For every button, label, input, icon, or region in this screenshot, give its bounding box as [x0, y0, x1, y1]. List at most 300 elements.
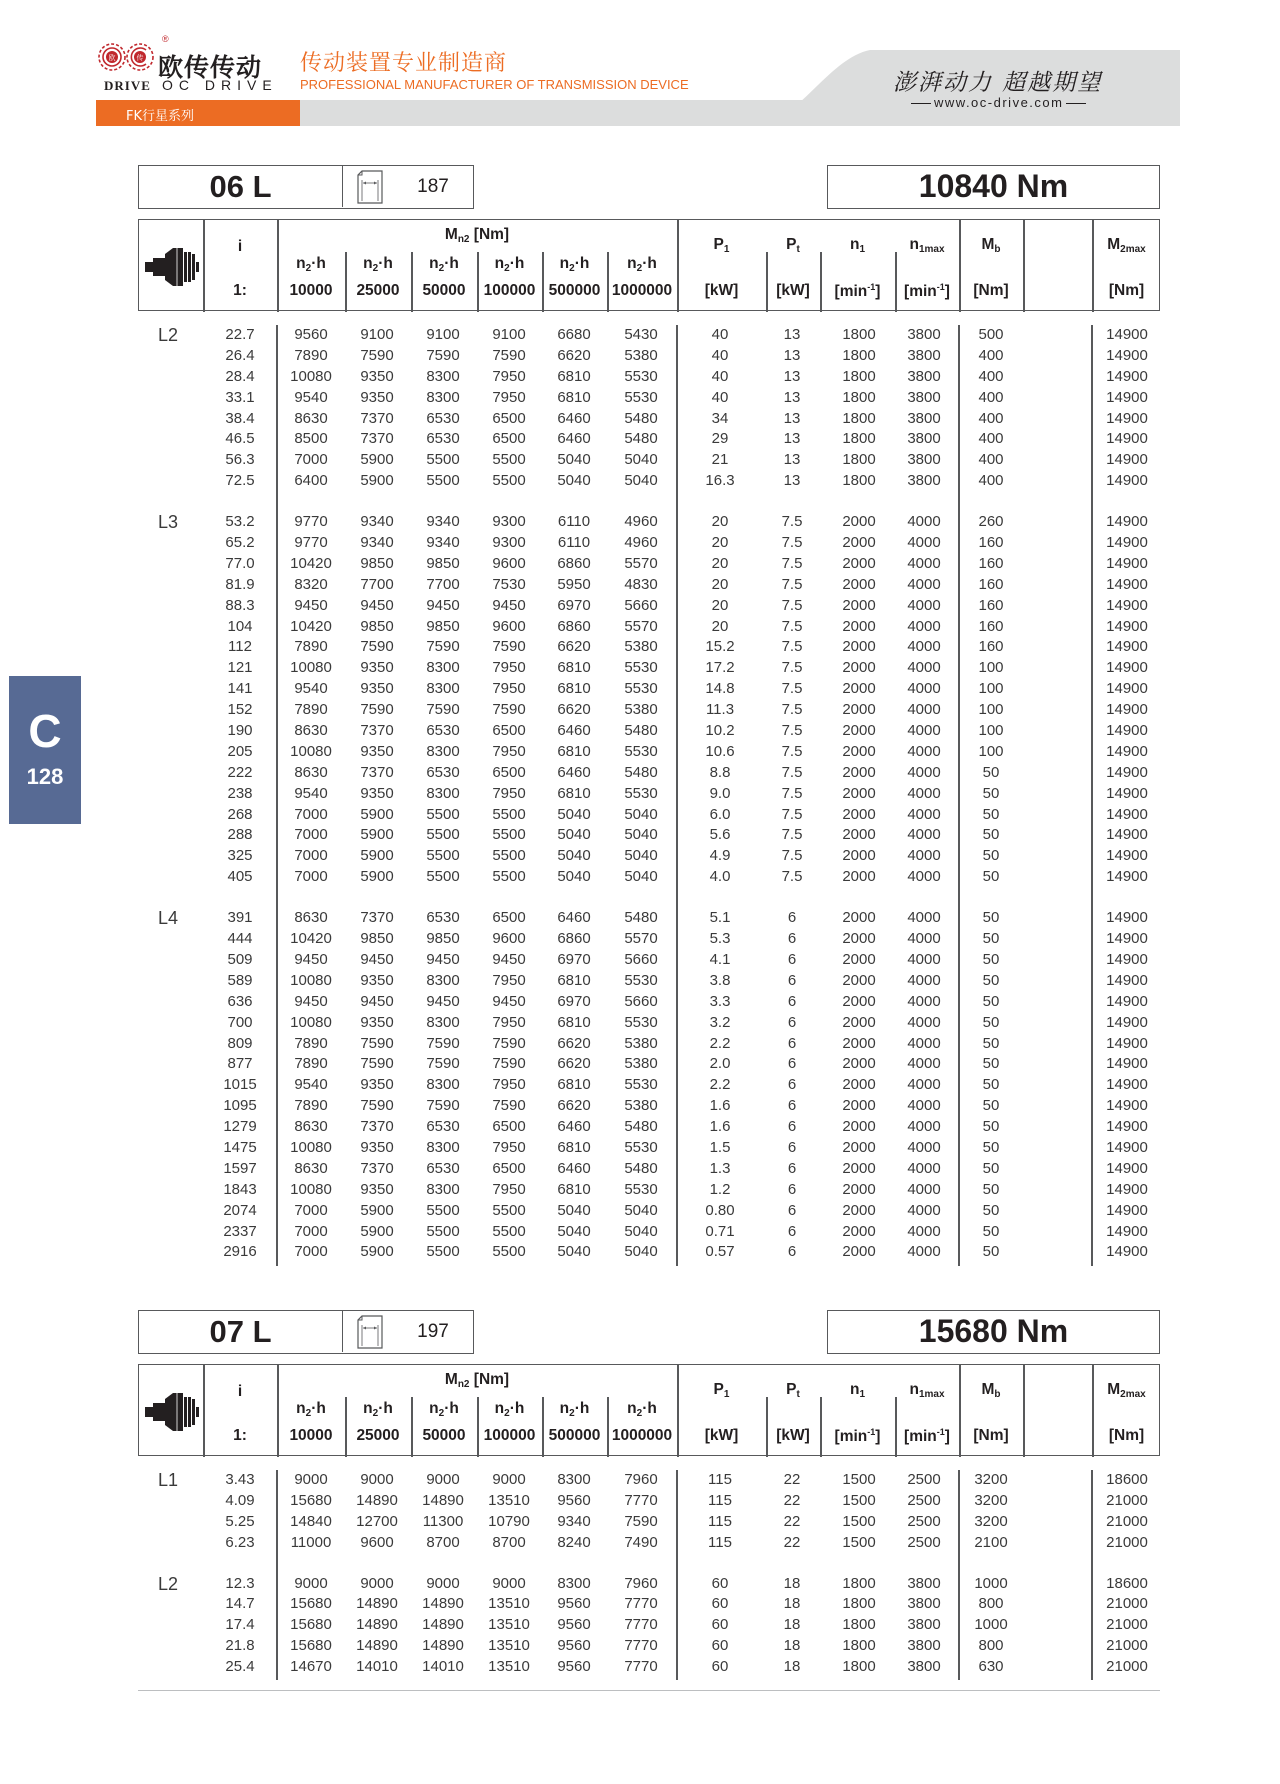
subscript: 2 — [636, 263, 643, 274]
value-cell: 50 — [982, 763, 1000, 781]
value-cell: 5500 — [492, 1243, 526, 1261]
value-cell: 4000 — [907, 659, 941, 677]
value-cell: 5480 — [624, 1118, 658, 1136]
value-cell: 9560 — [557, 1491, 591, 1509]
value-cell: 6460 — [557, 409, 591, 427]
value-cell: 10790 — [488, 1512, 530, 1530]
value-cell: 7370 — [360, 409, 394, 427]
value-cell: 6.0 — [709, 805, 731, 823]
value-cell: 18600 — [1106, 1471, 1148, 1488]
value-cell: 5500 — [426, 847, 460, 865]
value-cell: 5040 — [557, 1222, 591, 1240]
value-cell: 9560 — [557, 1637, 591, 1655]
table-row — [138, 533, 1160, 554]
value-cell: 4000 — [907, 1118, 941, 1136]
table-row — [138, 700, 1160, 721]
value-cell: 4000 — [907, 575, 941, 593]
value-cell: 1000 — [974, 1574, 1008, 1592]
table-row — [138, 1138, 1160, 1159]
value-cell: 15680 — [290, 1637, 332, 1655]
value-cell: 14900 — [1106, 451, 1148, 469]
value-cell: 7.5 — [781, 701, 803, 719]
value-cell: 4000 — [907, 1055, 941, 1073]
value-cell: 3800 — [907, 1637, 941, 1655]
pt-unit: [kW] — [776, 1427, 810, 1444]
ratio-cell: 4.09 — [225, 1491, 255, 1509]
value-cell: 7.5 — [781, 784, 803, 802]
value-cell: 7370 — [360, 430, 394, 448]
n2h-suffix: ·h — [574, 255, 590, 272]
value-cell: 3800 — [907, 346, 941, 364]
value-cell: 7.5 — [781, 722, 803, 740]
value-cell: 14890 — [422, 1491, 464, 1509]
value-cell: 1800 — [842, 430, 876, 448]
value-cell: 50 — [982, 784, 1000, 802]
i-label: i — [237, 238, 243, 255]
value-cell: 9000 — [294, 1471, 328, 1488]
value-cell: 2000 — [842, 554, 876, 572]
value-cell: 14900 — [1106, 513, 1148, 531]
n1-unit: [min — [834, 1428, 868, 1445]
ratio-cell: 3.43 — [225, 1471, 255, 1488]
n2h-label: n — [429, 255, 439, 272]
col-n2h-label — [411, 1400, 477, 1419]
value-cell: 115 — [708, 1533, 732, 1551]
ratio-cell: 77.0 — [225, 554, 255, 572]
value-cell: 14900 — [1106, 909, 1148, 927]
value-cell: 500 — [978, 326, 1004, 343]
value-cell: 13 — [783, 409, 801, 427]
ratio-cell: 238 — [227, 784, 253, 802]
value-cell: 5480 — [624, 722, 658, 740]
table-row — [138, 971, 1160, 992]
n2h-suffix: ·h — [444, 255, 459, 272]
value-cell: 6970 — [557, 992, 591, 1010]
value-cell: 50 — [982, 1013, 1000, 1031]
col-n2h-value — [277, 282, 345, 300]
value-cell: 14900 — [1106, 1055, 1148, 1073]
col-n1max-unit — [895, 282, 959, 301]
value-cell: 5040 — [624, 826, 658, 844]
table-row — [138, 471, 1160, 492]
n2h-suffix: ·h — [311, 255, 326, 272]
value-cell: 1500 — [842, 1471, 876, 1488]
value-cell: 5570 — [624, 617, 658, 635]
value-cell: 20 — [711, 596, 729, 614]
value-cell: 4000 — [907, 1159, 941, 1177]
value-cell: 2100 — [974, 1533, 1008, 1551]
value-cell: 14900 — [1106, 367, 1148, 385]
table-row — [138, 867, 1160, 888]
value-cell: 1800 — [842, 326, 876, 343]
value-cell: 10080 — [290, 742, 332, 760]
value-cell: 9450 — [492, 596, 526, 614]
value-cell: 9600 — [492, 554, 526, 572]
col-n2h-value — [277, 1427, 345, 1445]
value-cell: 7700 — [426, 575, 460, 593]
value-cell: 14900 — [1106, 742, 1148, 760]
value-cell: 5500 — [492, 826, 526, 844]
value-cell: 6500 — [492, 409, 526, 427]
value-cell: 14900 — [1106, 638, 1148, 656]
subscript: 2 — [372, 1408, 379, 1419]
n2h-value: 50000 — [422, 1427, 466, 1444]
value-cell: 6 — [787, 1138, 797, 1156]
value-cell: 5480 — [624, 909, 658, 927]
rated-torque: 10840 Nm — [827, 165, 1160, 209]
value-cell: 6460 — [557, 1159, 591, 1177]
value-cell: 7950 — [492, 1013, 526, 1031]
table-row — [138, 429, 1160, 450]
value-cell: 10080 — [290, 1138, 332, 1156]
col-n2h-value — [542, 282, 607, 300]
value-cell: 13 — [783, 472, 801, 490]
value-cell: 5500 — [492, 472, 526, 490]
value-cell: 9450 — [360, 992, 394, 1010]
value-cell: 9350 — [360, 1076, 394, 1094]
n2h-suffix: ·h — [378, 1400, 393, 1417]
value-cell: 6530 — [426, 722, 460, 740]
value-cell: 9850 — [360, 617, 394, 635]
value-cell: 50 — [982, 1243, 1000, 1261]
n2h-value: 100000 — [483, 1427, 536, 1444]
ratio-cell: 1279 — [223, 1118, 257, 1136]
value-cell: 9540 — [294, 1076, 328, 1094]
value-cell: 3200 — [974, 1491, 1008, 1509]
value-cell: 7950 — [492, 1076, 526, 1094]
value-cell: 4000 — [907, 1243, 941, 1261]
body-divider — [1091, 1470, 1093, 1680]
dimension-page-ref[interactable]: 197 — [417, 1321, 449, 1342]
ratio-cell: 46.5 — [225, 430, 255, 448]
value-cell: 6620 — [557, 701, 591, 719]
value-cell: 7530 — [492, 575, 526, 593]
value-cell: 5660 — [624, 992, 658, 1010]
value-cell: 6 — [787, 1159, 797, 1177]
value-cell: 1800 — [842, 367, 876, 385]
ratio-cell: 25.4 — [225, 1658, 255, 1676]
value-cell: 6 — [787, 1013, 797, 1031]
value-cell: 7590 — [426, 701, 460, 719]
value-cell: 50 — [982, 930, 1000, 948]
value-cell: 7950 — [492, 659, 526, 677]
value-cell: 2000 — [842, 680, 876, 698]
value-cell: 160 — [978, 638, 1004, 656]
value-cell: 1800 — [842, 451, 876, 469]
subscript: 1max — [918, 1389, 945, 1400]
value-cell: 7.5 — [781, 847, 803, 865]
value-cell: 9340 — [557, 1512, 591, 1530]
bottom-rule — [138, 1690, 1160, 1691]
subscript: 1 — [859, 1389, 866, 1400]
ratio-cell: 141 — [227, 680, 253, 698]
value-cell: 100 — [978, 659, 1004, 677]
table-row — [138, 575, 1160, 596]
col-n1max-label — [895, 1381, 959, 1400]
value-cell: 9100 — [360, 326, 394, 343]
n1max-unit-end: ] — [944, 283, 950, 300]
value-cell: 2000 — [842, 513, 876, 531]
value-cell: 9000 — [492, 1574, 526, 1592]
value-cell: 8630 — [294, 409, 328, 427]
value-cell: 7590 — [426, 638, 460, 656]
value-cell: 18 — [783, 1574, 801, 1592]
value-cell: 10080 — [290, 367, 332, 385]
col-n1max-unit — [895, 1427, 959, 1446]
value-cell: 50 — [982, 1180, 1000, 1198]
svg-text:传: 传 — [136, 54, 144, 62]
value-cell: 160 — [978, 534, 1004, 552]
value-cell: 6530 — [426, 763, 460, 781]
p1-label: P — [713, 1381, 724, 1398]
value-cell: 14900 — [1106, 617, 1148, 635]
m2max-label: M — [1107, 236, 1121, 253]
value-cell: 7590 — [360, 346, 394, 364]
value-cell: 60 — [711, 1658, 729, 1676]
value-cell: 2000 — [842, 722, 876, 740]
value-cell: 20 — [711, 575, 729, 593]
table-row — [138, 1470, 1160, 1491]
value-cell: 9560 — [557, 1595, 591, 1613]
n2h-value: 500000 — [548, 1427, 601, 1444]
n1-unit: [min — [834, 283, 868, 300]
stage-group — [138, 908, 1160, 1263]
table-row — [138, 784, 1160, 805]
chapter-tab — [9, 676, 81, 824]
value-cell: 6970 — [557, 950, 591, 968]
value-cell: 2000 — [842, 805, 876, 823]
ratio-cell: 2337 — [223, 1222, 257, 1240]
col-mb-label — [959, 236, 1023, 255]
value-cell: 7.5 — [781, 638, 803, 656]
value-cell: 14900 — [1106, 575, 1148, 593]
value-cell: 4000 — [907, 992, 941, 1010]
value-cell: 6460 — [557, 763, 591, 781]
value-cell: 4000 — [907, 1201, 941, 1219]
value-cell: 9300 — [492, 534, 526, 552]
value-cell: 13510 — [488, 1595, 530, 1613]
table-row — [138, 679, 1160, 700]
value-cell: 9450 — [360, 950, 394, 968]
rated-torque: 15680 Nm — [827, 1310, 1160, 1354]
value-cell: 4000 — [907, 513, 941, 531]
value-cell: 2000 — [842, 1180, 876, 1198]
value-cell: 800 — [978, 1595, 1004, 1613]
subscript: 2 — [504, 1408, 510, 1419]
col-n2h-value — [477, 1427, 542, 1445]
value-cell: 60 — [711, 1637, 729, 1655]
table-row — [138, 1034, 1160, 1055]
value-cell: 6 — [787, 1222, 797, 1240]
subscript: 2max — [1120, 1389, 1146, 1400]
value-cell: 4000 — [907, 554, 941, 572]
value-cell: 14900 — [1106, 971, 1148, 989]
value-cell: 14890 — [356, 1491, 398, 1509]
value-cell: 6810 — [557, 742, 591, 760]
col-n1-unit — [820, 282, 895, 301]
value-cell: 9.0 — [709, 784, 731, 802]
value-cell: 5040 — [557, 826, 591, 844]
value-cell: 8500 — [294, 430, 328, 448]
subscript: 2 — [438, 1408, 445, 1419]
value-cell: 5040 — [624, 451, 658, 469]
subscript: 2 — [569, 263, 575, 274]
col-m2max-unit — [1092, 1427, 1161, 1445]
n1-unit-end: ] — [875, 1428, 881, 1445]
value-cell: 7590 — [360, 1034, 394, 1052]
value-cell: 5900 — [360, 451, 394, 469]
value-cell: 2000 — [842, 971, 876, 989]
col-i-label — [203, 1383, 277, 1401]
col-n2h-label — [607, 1400, 677, 1419]
value-cell: 6460 — [557, 1118, 591, 1136]
table-row — [138, 637, 1160, 658]
value-cell: 2000 — [842, 617, 876, 635]
value-cell: 6530 — [426, 409, 460, 427]
value-cell: 4000 — [907, 1138, 941, 1156]
table-row — [138, 1096, 1160, 1117]
value-cell: 20 — [711, 534, 729, 552]
value-cell: 14890 — [422, 1595, 464, 1613]
brand-name-en-left: DRIVE — [104, 78, 151, 93]
value-cell: 9450 — [492, 992, 526, 1010]
table-row — [138, 1054, 1160, 1075]
n2h-label: n — [429, 1400, 439, 1417]
table-row — [138, 596, 1160, 617]
stage-label: L1 — [158, 1470, 179, 1490]
value-cell: 6400 — [294, 472, 328, 490]
value-cell: 7700 — [360, 575, 394, 593]
i-label: i — [237, 1383, 243, 1400]
value-cell: 5500 — [426, 472, 460, 490]
value-cell: 5500 — [492, 805, 526, 823]
value-cell: 4000 — [907, 826, 941, 844]
n1-unit-end: ] — [875, 283, 881, 300]
value-cell: 18 — [783, 1637, 801, 1655]
value-cell: 22 — [783, 1491, 801, 1509]
spec-section — [138, 165, 1160, 1263]
value-cell: 7890 — [294, 701, 328, 719]
value-cell: 11.3 — [705, 701, 735, 719]
subscript: 1 — [723, 1389, 730, 1400]
value-cell: 14900 — [1106, 326, 1148, 343]
value-cell: 5500 — [426, 451, 460, 469]
subscript: 2 — [372, 263, 379, 274]
value-cell: 6 — [787, 950, 797, 968]
value-cell: 10.2 — [705, 722, 735, 740]
value-cell: 6810 — [557, 784, 591, 802]
value-cell: 1800 — [842, 1574, 876, 1592]
value-cell: 6860 — [557, 930, 591, 948]
header-divider — [1023, 220, 1025, 312]
value-cell: 2000 — [842, 868, 876, 886]
value-cell: 800 — [978, 1637, 1004, 1655]
svg-text:欧: 欧 — [108, 54, 116, 62]
ratio-cell: 589 — [227, 971, 253, 989]
col-n1max-label — [895, 236, 959, 255]
n2h-suffix: ·h — [509, 1400, 525, 1417]
value-cell: 4000 — [907, 909, 941, 927]
value-cell: 9850 — [360, 930, 394, 948]
ratio-cell: 104 — [227, 617, 253, 635]
value-cell: 10420 — [290, 930, 332, 948]
col-m2max-label — [1092, 1381, 1161, 1400]
value-cell: 2000 — [842, 534, 876, 552]
value-cell: 5430 — [624, 326, 658, 343]
stage-label: L2 — [158, 325, 179, 345]
value-cell: 4000 — [907, 763, 941, 781]
body-divider — [958, 325, 960, 1266]
brand-logo — [96, 34, 306, 94]
value-cell: 8300 — [426, 367, 460, 385]
value-cell: 6 — [787, 1076, 797, 1094]
slogan-en: PROFESSIONAL MANUFACTURER OF TRANSMISSION DEVICE — [300, 77, 689, 92]
col-mb-unit — [959, 282, 1023, 300]
value-cell: 14900 — [1106, 930, 1148, 948]
value-cell: 9540 — [294, 784, 328, 802]
value-cell: 14900 — [1106, 1013, 1148, 1031]
n2h-label: n — [494, 255, 505, 272]
value-cell: 7950 — [492, 1138, 526, 1156]
ratio-cell: 65.2 — [225, 534, 255, 552]
value-cell: 7950 — [492, 367, 526, 385]
n1-label: n — [849, 1381, 860, 1398]
value-cell: 6500 — [492, 722, 526, 740]
value-cell: 7.5 — [781, 742, 803, 760]
subscript: 2 — [305, 1408, 312, 1419]
value-cell: 6530 — [426, 430, 460, 448]
table-row — [138, 658, 1160, 679]
dimension-page-ref[interactable]: 187 — [417, 176, 449, 197]
value-cell: 9450 — [294, 596, 328, 614]
value-cell: 6810 — [557, 367, 591, 385]
value-cell: 10420 — [290, 554, 332, 572]
value-cell: 1800 — [842, 1637, 876, 1655]
value-cell: 1500 — [842, 1533, 876, 1551]
value-cell: 14900 — [1106, 950, 1148, 968]
value-cell: 7960 — [624, 1574, 658, 1592]
value-cell: 7590 — [624, 1512, 658, 1530]
ratio-cell: 6.23 — [225, 1533, 255, 1551]
n2h-label: n — [494, 1400, 505, 1417]
value-cell: 40 — [711, 388, 729, 406]
value-cell: 10.6 — [705, 742, 735, 760]
value-cell: 6500 — [492, 1159, 526, 1177]
stage-group — [138, 512, 1160, 888]
value-cell: 21000 — [1106, 1616, 1148, 1634]
value-cell: 22 — [783, 1533, 801, 1551]
col-n2h-label — [542, 255, 607, 274]
value-cell: 9560 — [294, 326, 328, 343]
subscript: 2 — [438, 263, 445, 274]
col-m2max-unit — [1092, 282, 1161, 300]
section-title-row — [138, 1310, 1160, 1354]
value-cell: 2000 — [842, 1097, 876, 1115]
subscript: n2 — [457, 234, 470, 245]
mn2-unit: [Nm] — [473, 1371, 510, 1388]
col-n2h-label — [411, 255, 477, 274]
value-cell: 7590 — [492, 638, 526, 656]
value-cell: 2000 — [842, 1138, 876, 1156]
value-cell: 5380 — [624, 346, 658, 364]
value-cell: 4000 — [907, 534, 941, 552]
value-cell: 6110 — [557, 534, 591, 552]
website-url: www.oc-drive.com — [908, 95, 1089, 110]
table-row — [138, 1075, 1160, 1096]
value-cell: 2000 — [842, 1243, 876, 1261]
value-cell: 5530 — [624, 784, 658, 802]
value-cell: 9560 — [557, 1616, 591, 1634]
